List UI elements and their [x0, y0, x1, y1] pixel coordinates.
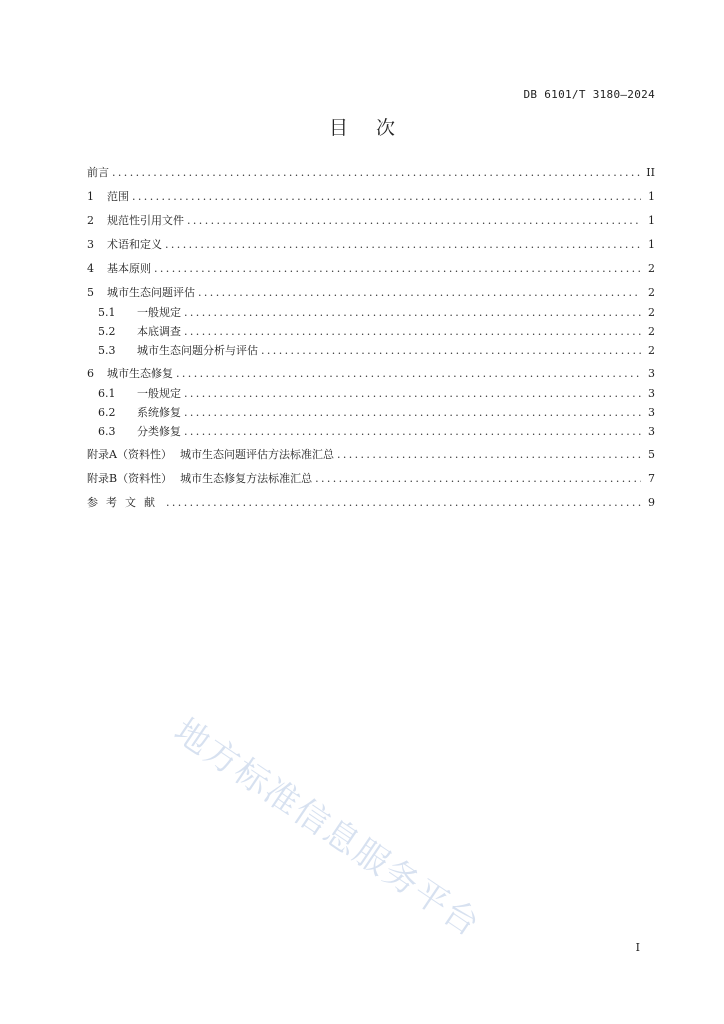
toc-leader-dots: [315, 470, 641, 488]
toc-entry-5-1[interactable]: [87, 304, 655, 323]
toc-number: 6.1: [98, 387, 116, 400]
toc-entry-appendix-b[interactable]: [87, 470, 655, 490]
table-of-contents: [87, 164, 655, 514]
toc-leader-dots: [198, 284, 641, 302]
toc-page-number: 5: [648, 448, 655, 461]
toc-label: 参考文献: [87, 496, 163, 509]
toc-label: 系统修复: [137, 406, 181, 419]
toc-page-number: 3: [648, 406, 655, 419]
toc-page-number: 3: [648, 425, 655, 438]
toc-number: 2: [87, 214, 94, 227]
page-title: 目次: [328, 117, 423, 139]
toc-leader-dots: [154, 260, 641, 278]
toc-label: 城市生态问题评估: [107, 286, 195, 299]
toc-entry-3[interactable]: [87, 236, 655, 256]
toc-label: 城市生态问题分析与评估: [137, 344, 258, 357]
toc-entry-5-2[interactable]: [87, 323, 655, 342]
toc-label: 本底调查: [137, 325, 181, 338]
toc-number: 6.2: [98, 406, 116, 419]
toc-label: 城市生态修复: [107, 367, 173, 380]
toc-entry-references[interactable]: [87, 494, 655, 514]
toc-entry-2[interactable]: [87, 212, 655, 232]
toc-entry-6-2[interactable]: [87, 404, 655, 423]
toc-leader-dots: [166, 494, 641, 512]
toc-label: 一般规定: [137, 306, 181, 319]
toc-leader-dots: [337, 446, 641, 464]
toc-page-number: 1: [648, 238, 655, 251]
toc-leader-dots: [165, 236, 641, 254]
toc-leader-dots: [176, 365, 641, 383]
document-code: DB 6101/T 3180—2024: [523, 88, 655, 101]
toc-page-number: 2: [648, 262, 655, 275]
toc-leader-dots: [112, 164, 641, 182]
toc-page-number: 3: [648, 367, 655, 380]
toc-label: 城市生态问题评估方法标准汇总: [179, 448, 334, 461]
toc-page-number: 2: [648, 325, 655, 338]
toc-number: 5: [87, 286, 94, 299]
toc-page-number: 2: [648, 286, 655, 299]
toc-page-number: 3: [648, 387, 655, 400]
toc-entry-4[interactable]: [87, 260, 655, 280]
toc-entry-6-1[interactable]: [87, 385, 655, 404]
toc-number: 6.3: [98, 425, 116, 438]
toc-page-number: 1: [648, 190, 655, 203]
page-number: I: [635, 941, 640, 954]
toc-entry-6-3[interactable]: [87, 423, 655, 442]
toc-label: 范围: [107, 190, 129, 203]
toc-label: 基本原则: [107, 262, 151, 275]
toc-appendix-tag: 附录B（资料性）: [87, 472, 173, 485]
toc-leader-dots: [184, 385, 641, 403]
toc-leader-dots: [184, 323, 641, 341]
toc-page-number: 7: [648, 472, 655, 485]
watermark: 地方标准信息服务平台: [166, 710, 488, 946]
toc-number: 5.3: [98, 344, 116, 357]
toc-page-number: 2: [648, 306, 655, 319]
toc-entry-appendix-a[interactable]: [87, 446, 655, 466]
toc-label: 城市生态修复方法标准汇总: [180, 472, 313, 485]
toc-leader-dots: [187, 212, 641, 230]
toc-leader-dots: [184, 404, 641, 422]
toc-label: 一般规定: [137, 387, 181, 400]
toc-entry-foreword[interactable]: [87, 164, 655, 184]
toc-leader-dots: [184, 304, 641, 322]
toc-page-number: 2: [648, 344, 655, 357]
toc-number: 5.2: [98, 325, 116, 338]
toc-number: 5.1: [98, 306, 116, 319]
toc-label: 分类修复: [137, 425, 181, 438]
toc-number: 4: [87, 262, 94, 275]
toc-entry-6[interactable]: [87, 365, 655, 385]
toc-entry-1[interactable]: [87, 188, 655, 208]
toc-label: 术语和定义: [107, 238, 162, 251]
toc-leader-dots: [184, 423, 641, 441]
toc-label: 前言: [87, 166, 109, 179]
toc-entry-5-3[interactable]: [87, 342, 655, 361]
toc-page-number: II: [646, 166, 655, 179]
toc-appendix-tag: 附录A（资料性）: [87, 448, 172, 461]
toc-number: 6: [87, 367, 94, 380]
toc-page-number: 1: [648, 214, 655, 227]
toc-number: 1: [87, 190, 94, 203]
toc-leader-dots: [261, 342, 641, 360]
toc-entry-5[interactable]: [87, 284, 655, 304]
toc-label: 规范性引用文件: [107, 214, 184, 227]
toc-number: 3: [87, 238, 94, 251]
toc-page-number: 9: [648, 496, 655, 509]
toc-leader-dots: [132, 188, 641, 206]
